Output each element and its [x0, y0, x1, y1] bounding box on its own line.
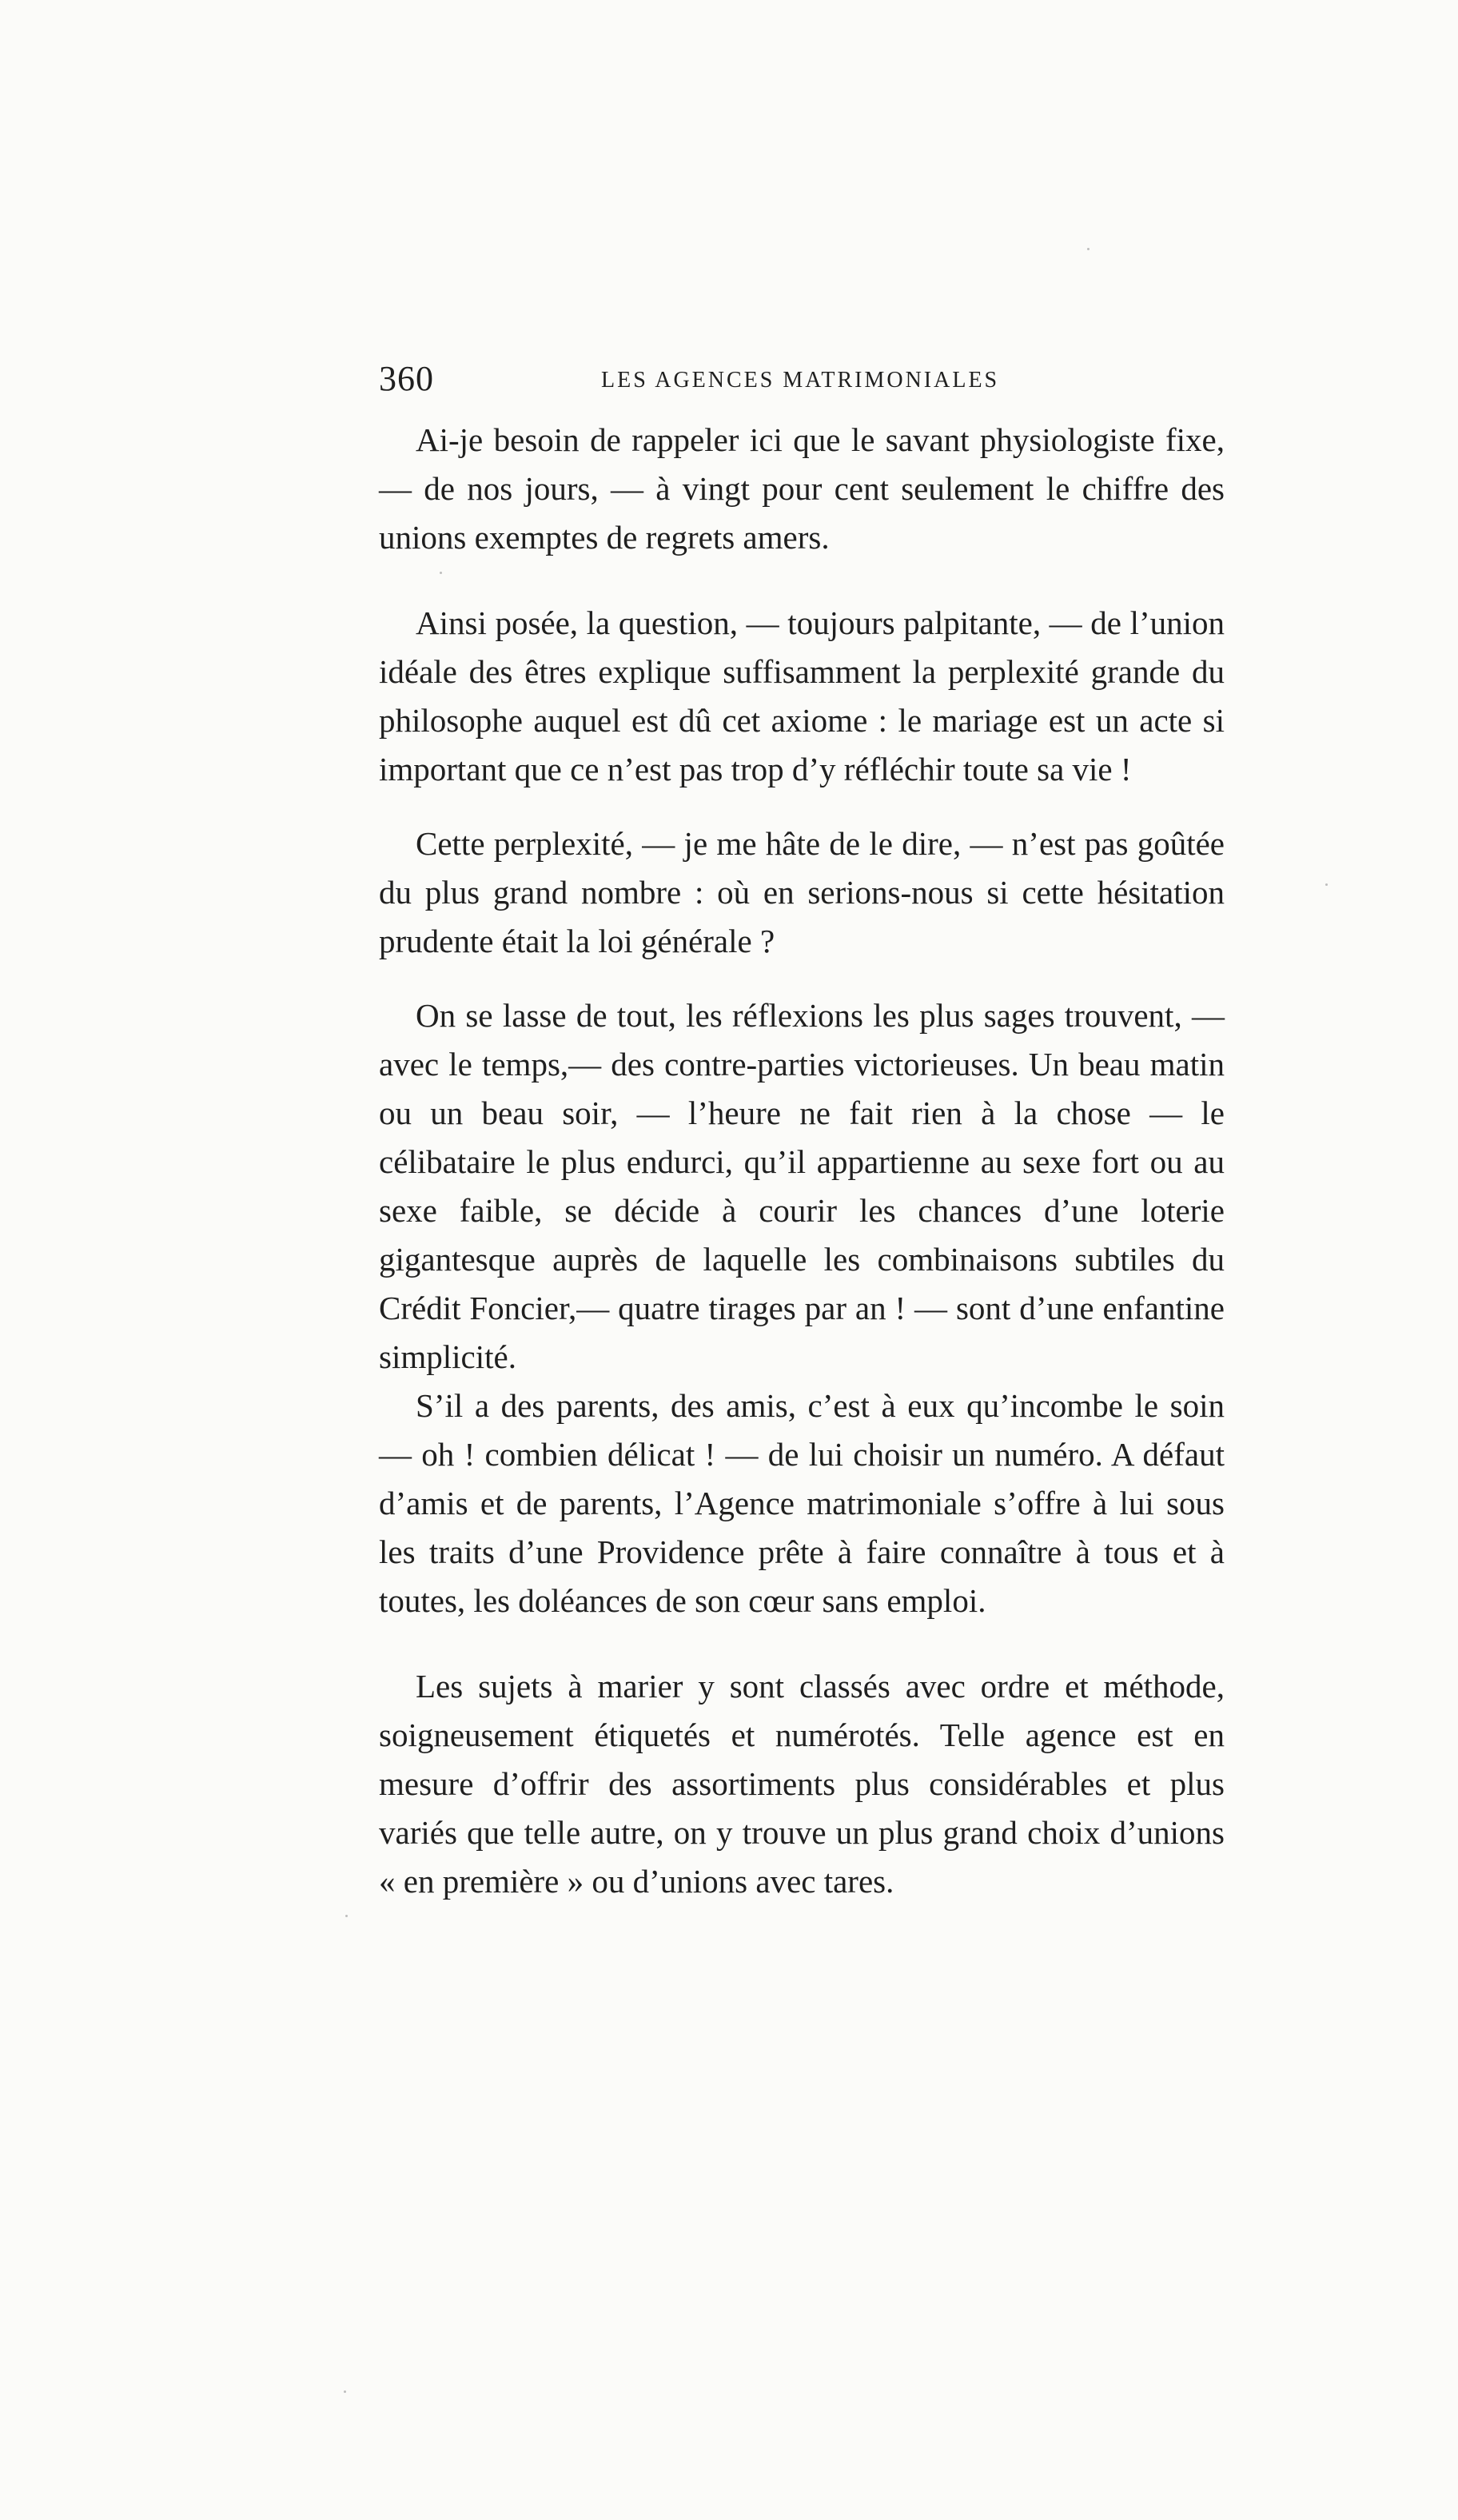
- paragraph-3: Cette perplexité, — je me hâte de le dire, — n’est pas goûtée du plus grand nombre : où en serions-nous si cette hésitation prudente était la loi générale ?: [379, 825, 1225, 959]
- paragraph-1: Ai-je besoin de rappeler ici que le savant physiologiste fixe, — de nos jours, — à vingt pour cent seulement le chiffre des unions exemptes de regrets amers.: [379, 421, 1225, 556]
- paper-speck: [1325, 883, 1328, 886]
- paragraph-2: Ainsi posée, la question, — toujours palpitante, — de l’union idéale des êtres explique suffisamment la perplexité grande du philosophe auquel est dû cet axiome : le mariage est un acte si important que ce n’est pas trop d’y réfléchir toute sa vie !: [379, 604, 1225, 788]
- paper-speck: [345, 1915, 348, 1917]
- body-text: [379, 416, 1225, 1906]
- page-number: 360: [379, 359, 434, 398]
- running-head: [379, 355, 1226, 403]
- paragraph-5: S’il a des parents, des amis, c’est à eux qu’incombe le soin — oh ! combien délicat ! — de lui choisir un numéro. A défaut d’amis et de parents, l’Agence matrimoniale s’offre à lui sous les traits d’une Providence prête à faire connaître à tous et à toutes, les doléances de son cœur sans emploi.: [379, 1387, 1225, 1619]
- running-title: LES AGENCES MATRIMONIALES: [601, 368, 1000, 393]
- paragraph-6: Les sujets à marier y sont classés avec ordre et méthode, soigneusement étiquetés et numérotés. Telle agence est en mesure d’offrir des assortiments plus considérables et plus variés que telle autre, on y trouve un plus grand choix d’unions « en première » ou d’unions avec tares.: [379, 1668, 1225, 1900]
- paper-speck: [1087, 248, 1090, 250]
- paper-speck: [344, 2390, 346, 2393]
- paragraph-4: On se lasse de tout, les réflexions les plus sages trouvent, — avec le temps,— des contre-parties victorieuses. Un beau matin ou un beau soir, — l’heure ne fait rien à la chose — le célibataire le plus endurci, qu’il appartienne au sexe fort ou au sexe faible, se décide à courir les chances d’une loterie gigantesque auprès de laquelle les combinaisons subtiles du Crédit Foncier,— quatre tirages par an ! — sont d’une enfantine simplicité.: [379, 997, 1225, 1375]
- paper-speck: [440, 572, 442, 574]
